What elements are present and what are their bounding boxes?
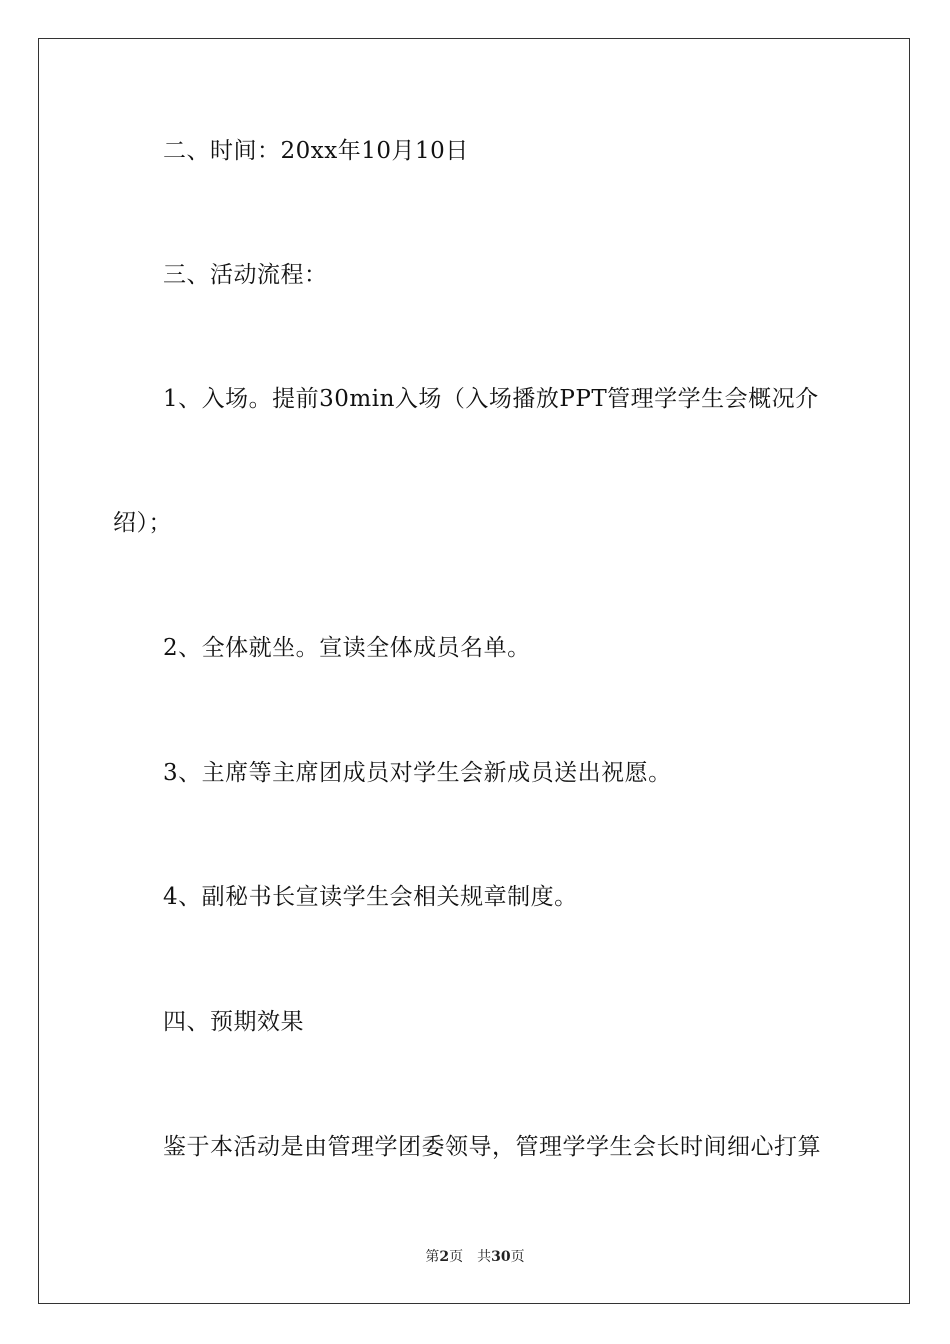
step-1-line-2: 绍）； (113, 510, 172, 536)
footer-page-prefix: 第 (425, 1249, 440, 1265)
section-process-heading: 三、活动流程： (163, 262, 328, 288)
footer-total-pages: 30 (491, 1249, 511, 1265)
step-2: 2、全体就坐。宣读全体成员名单。 (163, 635, 531, 661)
footer-total-suffix: 页 (510, 1249, 525, 1265)
step-3: 3、主席等主席团成员对学生会新成员送出祝愿。 (163, 760, 672, 786)
step-4: 4、副秘书长宣读学生会相关规章制度。 (163, 884, 578, 910)
page-border (38, 38, 910, 1304)
expected-effect-text: 鉴于本活动是由管理学团委领导，管理学学生会长时间细心打算 (163, 1134, 821, 1160)
footer-page-number: 2 (439, 1249, 450, 1265)
footer-total-prefix: 共 (477, 1249, 492, 1265)
page-footer (0, 1248, 950, 1266)
section-time: 二、时间：20xx年10月10日 (163, 138, 469, 164)
footer-page-suffix: 页 (449, 1249, 464, 1265)
step-1-line-1: 1、入场。提前30min入场（入场播放PPT管理学学生会概况介 (163, 386, 819, 412)
section-expected-effect: 四、预期效果 (163, 1009, 304, 1035)
